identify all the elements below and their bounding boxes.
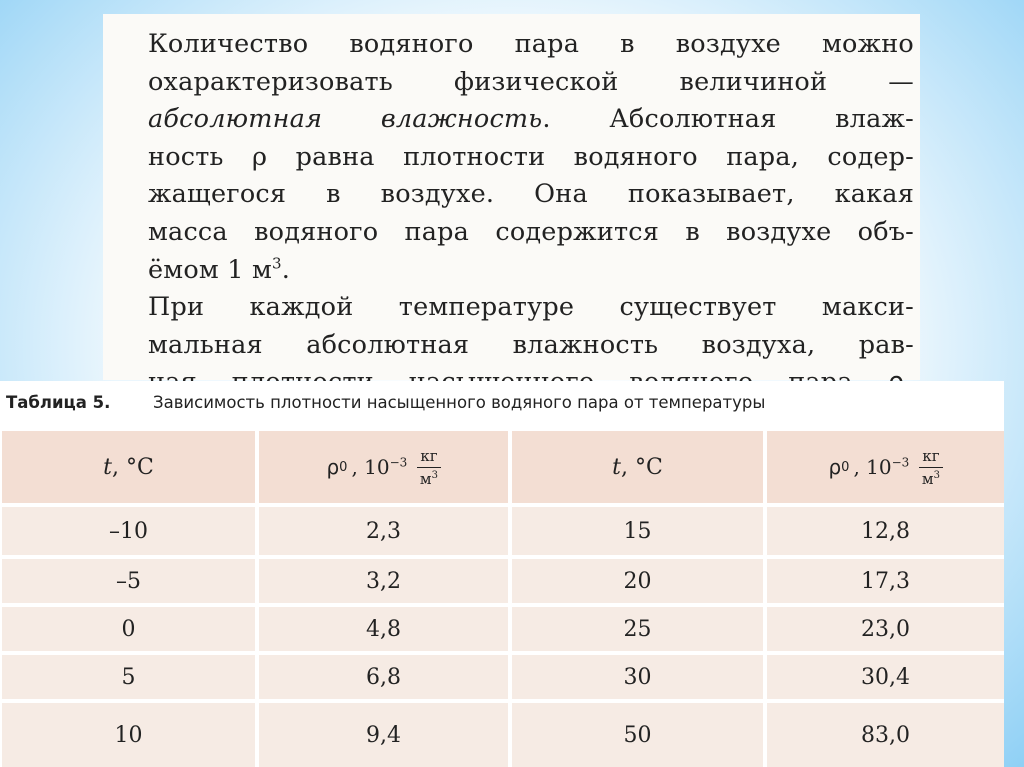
column-rho-left [259,431,508,767]
header-t-var: t [612,454,621,480]
header-rho-factor: , 10 [351,455,390,479]
table-cell: 10 [2,703,255,767]
column-t-left [2,431,255,767]
text-line-7-end: . [281,254,291,285]
table-cell: 20 [512,559,763,603]
table-cell: 25 [512,607,763,651]
header-rho-symbol: ρ [326,455,340,479]
column-rho-right [767,431,1004,767]
table-cell: 12,8 [767,507,1004,555]
header-t-var: t [103,454,112,480]
text-line-4: ность ρ равна плотности водяного пара, содер- [148,141,914,172]
header-rho-right [767,431,1004,503]
table-cell: 3,2 [259,559,508,603]
table-cell: 15 [512,507,763,555]
table-cell: 30 [512,655,763,699]
term-absolute-humidity: абсолютная влажность [148,104,543,135]
header-t-right [512,431,763,503]
table-cell: 5 [2,655,255,699]
table-cell: 6,8 [259,655,508,699]
table-cell: 0 [2,607,255,651]
text-line-5: жащегося в воздухе. Она показывает, какая [148,179,914,210]
textbook-excerpt [103,14,920,380]
text-line-7 [148,252,914,290]
table-cell: 2,3 [259,507,508,555]
header-rho-factor: , 10 [853,455,892,479]
text-line-3-rest: . Абсолютная влаж- [542,104,914,135]
unit-numerator: кг [417,447,440,468]
table-cell: 83,0 [767,703,1004,767]
header-rho-left [259,431,508,503]
unit-denominator-exp: 3 [431,469,438,481]
unit-fraction [417,447,440,488]
header-rho-sub: 0 [339,459,348,475]
unit-denominator-exp: 3 [933,469,940,481]
header-rho-sub: 0 [841,459,850,475]
table-cell: 23,0 [767,607,1004,651]
header-rho-exp: −3 [389,455,408,470]
density-table [2,431,1004,767]
table-cell: 4,8 [259,607,508,651]
table-cell: –5 [2,559,255,603]
unit-numerator: кг [919,447,942,468]
text-line-7-sup: 3 [271,254,282,273]
table-cell: 50 [512,703,763,767]
table-caption [6,393,766,412]
column-t-right [512,431,763,767]
header-t-left [2,431,255,503]
text-line-8: При каждой температуре существует макси- [148,292,914,323]
text-line-1: Количество водяного пара в воздухе можно [148,29,914,59]
table-caption-text: Зависимость плотности насыщенного водяного пара от температуры [153,393,766,412]
unit-denominator: м [419,469,432,488]
header-t-unit: , °C [112,454,154,480]
table-cell: –10 [2,507,255,555]
table-panel [0,381,1004,767]
table-cell: 17,3 [767,559,1004,603]
unit-fraction [919,447,942,488]
text-line-6: масса водяного пара содержится в воздухе объ- [148,216,914,247]
unit-denominator: м [921,469,934,488]
table-cell: 30,4 [767,655,1004,699]
header-rho-exp: −3 [891,455,910,470]
header-rho-symbol: ρ [828,455,842,479]
text-line-7-main: ёмом 1 м [148,254,272,285]
text-line-3 [148,101,914,139]
text-line-9: мальная абсолютная влажность воздуха, рав- [148,329,914,360]
table-cell: 9,4 [259,703,508,767]
text-line-2: охарактеризовать физической величиной — [148,66,914,97]
header-t-unit: , °C [621,454,663,480]
table-caption-number: Таблица 5. [6,393,111,412]
